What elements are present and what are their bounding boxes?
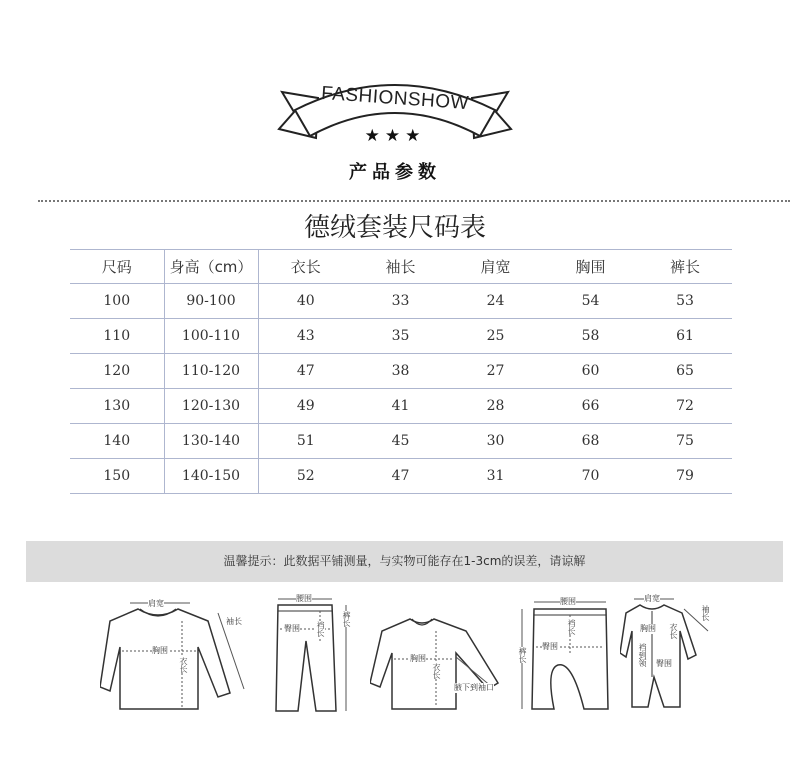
table-cell: 66 (543, 389, 638, 424)
chest-label: 胸围 (410, 654, 426, 663)
table-cell: 40 (258, 284, 353, 319)
table-cell: 47 (258, 354, 353, 389)
underarm-sleeve-label: 腋下到袖口 (454, 683, 494, 692)
table-cell: 38 (353, 354, 448, 389)
table-cell: 52 (258, 459, 353, 494)
hip-label: 臀围 (284, 624, 300, 633)
table-cell: 43 (258, 319, 353, 354)
shorts-diagram (512, 591, 622, 717)
top-diagram (100, 591, 250, 717)
table-cell: 58 (543, 319, 638, 354)
shoulder-label: 肩宽 (644, 594, 660, 603)
table-header-row (70, 250, 732, 284)
table-cell: 70 (543, 459, 638, 494)
pants-length-label: 裤长 (342, 611, 351, 627)
table-row (70, 284, 732, 319)
table-cell: 30 (448, 424, 543, 459)
dotted-divider (38, 200, 790, 202)
table-title: 德绒套装尺码表 (303, 213, 486, 243)
table-cell: 65 (638, 354, 732, 389)
table-cell: 120 (70, 354, 164, 389)
length-label: 衣长 (669, 623, 678, 639)
chest-label: 胸围 (640, 624, 656, 633)
rise-label: 裆到领 (638, 643, 647, 667)
table-cell: 130 (70, 389, 164, 424)
table-row (70, 459, 732, 494)
brand-name: FASHIONSHOW (320, 82, 470, 115)
stars-icon: ★★★ (364, 126, 426, 146)
header-cell: 身高（cm） (164, 250, 258, 284)
length-label: 裤长 (518, 647, 527, 663)
table-cell: 47 (353, 459, 448, 494)
header-cell: 袖长 (353, 250, 448, 284)
table-cell: 140-150 (164, 459, 258, 494)
measurement-diagrams (100, 591, 712, 717)
table-cell: 45 (353, 424, 448, 459)
size-table (70, 249, 732, 494)
table-cell: 60 (543, 354, 638, 389)
table-row (70, 319, 732, 354)
romper-icon (620, 591, 712, 717)
raglan-top-diagram (370, 591, 510, 717)
table-row (70, 354, 732, 389)
length-label: 衣长 (179, 657, 188, 673)
table-cell: 150 (70, 459, 164, 494)
table-cell: 53 (638, 284, 732, 319)
table-cell: 41 (353, 389, 448, 424)
table-cell: 100-110 (164, 319, 258, 354)
table-cell: 110-120 (164, 354, 258, 389)
table-cell: 68 (543, 424, 638, 459)
pants-diagram (268, 591, 358, 717)
table-cell: 54 (543, 284, 638, 319)
table-cell: 100 (70, 284, 164, 319)
header-cell: 衣长 (258, 250, 353, 284)
shoulder-label: 肩宽 (148, 599, 164, 608)
rise-label: 裆长 (316, 621, 325, 637)
pants-icon (268, 591, 358, 717)
table-cell: 51 (258, 424, 353, 459)
baby-pants-icon (512, 591, 622, 717)
raglan-shirt-icon (370, 591, 510, 717)
hip-label: 臀围 (542, 642, 558, 651)
header-cell: 尺码 (70, 250, 164, 284)
table-cell: 25 (448, 319, 543, 354)
table-cell: 61 (638, 319, 732, 354)
header-cell: 胸围 (543, 250, 638, 284)
tshirt-icon (100, 591, 250, 717)
waist-label: 腰围 (296, 594, 312, 603)
rise-label: 裆长 (567, 619, 576, 635)
sleeve-label: 袖长 (701, 605, 710, 621)
table-cell: 120-130 (164, 389, 258, 424)
banner-subtitle: 产品参数 (349, 162, 441, 183)
header-banner (0, 0, 790, 200)
chest-label: 胸围 (152, 646, 168, 655)
measurement-notice: 温馨提示：此数据平铺测量，与实物可能存在1-3cm的误差，请谅解 (26, 541, 783, 582)
header-cell: 裤长 (638, 250, 732, 284)
length-label: 衣长 (432, 663, 441, 679)
table-cell: 140 (70, 424, 164, 459)
table-cell: 90-100 (164, 284, 258, 319)
table-cell: 24 (448, 284, 543, 319)
table-cell: 31 (448, 459, 543, 494)
table-row (70, 424, 732, 459)
table-cell: 35 (353, 319, 448, 354)
table-row (70, 389, 732, 424)
table-cell: 72 (638, 389, 732, 424)
romper-diagram (620, 591, 712, 717)
table-cell: 27 (448, 354, 543, 389)
table-cell: 110 (70, 319, 164, 354)
table-cell: 49 (258, 389, 353, 424)
table-cell: 28 (448, 389, 543, 424)
table-cell: 130-140 (164, 424, 258, 459)
sleeve-label: 袖长 (226, 617, 242, 626)
table-cell: 79 (638, 459, 732, 494)
header-cell: 肩宽 (448, 250, 543, 284)
hip-label: 臀围 (656, 659, 672, 668)
table-cell: 75 (638, 424, 732, 459)
waist-label: 腰围 (560, 597, 576, 606)
table-cell: 33 (353, 284, 448, 319)
